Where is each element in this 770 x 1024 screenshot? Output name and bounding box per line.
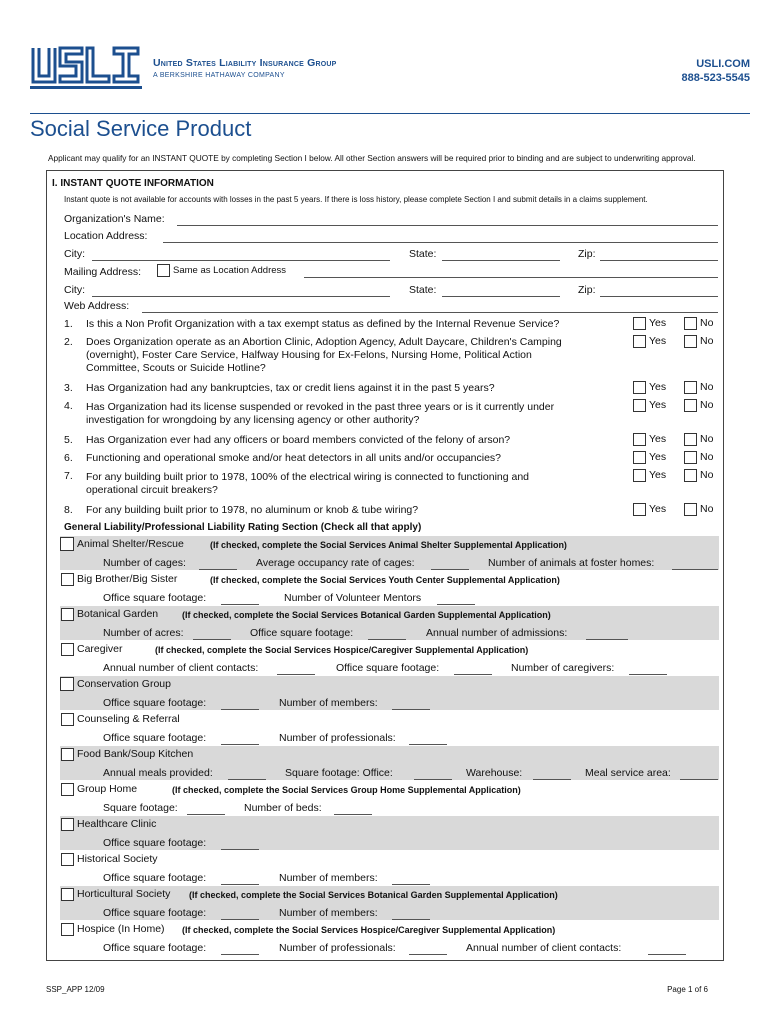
hort-sqft-input[interactable] [221, 919, 259, 920]
same-as-checkbox[interactable] [157, 264, 170, 277]
q2-line2: (overnight), Foster Care Service, Halfway Housing for Ex-Felons, Nursing Home, Political Action [86, 349, 532, 361]
q5-yes-label: Yes [649, 433, 667, 445]
same-as-label: Same as Location Address [173, 265, 287, 276]
animal-shelter-checkbox[interactable] [60, 537, 74, 551]
bot-sqft-label: Office square footage: [250, 627, 354, 639]
state-input[interactable] [442, 260, 560, 261]
healthcare-label: Healthcare Clinic [77, 818, 157, 830]
meal-area-label: Meal service area: [585, 767, 671, 779]
couns-prof-label: Number of professionals: [279, 732, 396, 744]
caregiver-checkbox[interactable] [61, 643, 74, 656]
q4-line1: Has Organization had its license suspended or revoked in the past three years or is it currently under [86, 401, 555, 413]
q4-no-checkbox[interactable] [684, 399, 697, 412]
caregiver-note: (If checked, complete the Social Services Hospice/Caregiver Supplemental Application) [155, 645, 529, 655]
horticultural-checkbox[interactable] [61, 888, 74, 901]
q7-yes-label: Yes [649, 469, 667, 481]
counseling-checkbox[interactable] [61, 713, 74, 726]
q4-no-label: No [700, 399, 714, 411]
web-label: Web Address: [64, 300, 130, 312]
acres-label: Number of acres: [103, 627, 184, 639]
horticultural-note: (If checked, complete the Social Services Botanical Garden Supplemental Application) [189, 890, 558, 900]
beds-input[interactable] [334, 814, 372, 815]
animal-shelter-label: Animal Shelter/Rescue [77, 538, 184, 550]
cg-sqft-label: Office square footage: [336, 662, 440, 674]
big-brother-label: Big Brother/Big Sister [77, 573, 178, 585]
zip-input[interactable] [600, 260, 718, 261]
mailing-city-input[interactable] [92, 296, 390, 297]
cons-sqft-input[interactable] [221, 709, 259, 710]
hosp-contacts-input[interactable] [648, 954, 686, 955]
group-home-checkbox[interactable] [61, 783, 74, 796]
contact-block [681, 57, 750, 85]
header-rule [30, 113, 750, 114]
q3-num: 3. [64, 382, 73, 394]
bb-sqft-label: Office square footage: [103, 592, 207, 604]
org-name-label: Organization's Name: [64, 213, 165, 225]
section-title: I. INSTANT QUOTE INFORMATION [52, 178, 214, 189]
q7-no-checkbox[interactable] [684, 469, 697, 482]
q6-yes-checkbox[interactable] [633, 451, 646, 464]
couns-sqft-input[interactable] [221, 744, 259, 745]
q3-no-label: No [700, 381, 714, 393]
intro-text: Applicant may qualify for an INSTANT QUOTE by completing Section I below. All other Section answers will be required prior to binding and are subject to underwriting approval. [48, 153, 696, 163]
hist-sqft-label: Office square footage: [103, 872, 207, 884]
occupancy-label: Average occupancy rate of cages: [256, 557, 415, 569]
q2-yes-label: Yes [649, 335, 667, 347]
hist-sqft-input[interactable] [221, 884, 259, 885]
q5-no-label: No [700, 433, 714, 445]
cons-members-input[interactable] [392, 709, 430, 710]
q5-no-checkbox[interactable] [684, 433, 697, 446]
hosp-sqft-label: Office square footage: [103, 942, 207, 954]
gl-section-title: General Liability/Professional Liability Rating Section (Check all that apply) [64, 522, 422, 533]
beds-label: Number of beds: [244, 802, 322, 814]
big-brother-checkbox[interactable] [61, 573, 74, 586]
mailing-zip-label: Zip: [578, 284, 596, 296]
q2-no-checkbox[interactable] [684, 335, 697, 348]
botanical-note: (If checked, complete the Social Services Botanical Garden Supplemental Application) [182, 610, 551, 620]
q2-line1: Does Organization operate as an Abortion Clinic, Adoption Agency, Adult Daycare, Children's Camping [86, 336, 562, 348]
company-name: United States Liability Insurance Group [153, 57, 337, 69]
bot-sqft-input[interactable] [368, 639, 406, 640]
group-home-note: (If checked, complete the Social Services Group Home Supplemental Application) [172, 785, 521, 795]
hc-sqft-label: Office square footage: [103, 837, 207, 849]
form-code: SSP_APP 12/09 [46, 985, 105, 994]
website: USLI.COM [696, 58, 750, 70]
city-label: City: [64, 248, 85, 260]
q3-no-checkbox[interactable] [684, 381, 697, 394]
admissions-input[interactable] [586, 639, 628, 640]
caregiver-label: Caregiver [77, 643, 123, 655]
q6-text: Functioning and operational smoke and/or heat detectors in all units and/or occupancies? [86, 452, 502, 464]
meal-area-input[interactable] [680, 779, 718, 780]
q1-no-checkbox[interactable] [684, 317, 697, 330]
cons-sqft-label: Office square footage: [103, 697, 207, 709]
mentors-input[interactable] [437, 604, 475, 605]
q8-no-checkbox[interactable] [684, 503, 697, 516]
q4-num: 4. [64, 400, 73, 412]
meals-label: Annual meals provided: [103, 767, 213, 779]
company-block [153, 57, 337, 79]
q1-yes-label: Yes [649, 317, 667, 329]
hc-sqft-input[interactable] [221, 849, 259, 850]
q2-no-label: No [700, 335, 714, 347]
foster-label: Number of animals at foster homes: [488, 557, 655, 569]
q2-line3: Committee, Scouts or Suicide Hotline? [86, 362, 266, 374]
zip-label: Zip: [578, 248, 596, 260]
foster-input[interactable] [672, 569, 718, 570]
big-brother-note: (If checked, complete the Social Services Youth Center Supplemental Application) [210, 575, 560, 585]
section-note: Instant quote is not available for accounts with losses in the past 5 years. If there is loss history, please complete Section I and submit details in a claims supplement. [64, 195, 648, 204]
botanical-checkbox[interactable] [61, 608, 74, 621]
cons-members-label: Number of members: [279, 697, 378, 709]
mentors-label: Number of Volunteer Mentors [284, 592, 422, 604]
hosp-prof-label: Number of professionals: [279, 942, 396, 954]
q6-no-label: No [700, 451, 714, 463]
q5-text: Has Organization ever had any officers or board members convicted of the felony of arson? [86, 434, 511, 446]
hort-sqft-label: Office square footage: [103, 907, 207, 919]
page-header [30, 44, 750, 96]
warehouse-label: Warehouse: [466, 767, 523, 779]
hist-members-input[interactable] [392, 884, 430, 885]
botanical-label: Botanical Garden [77, 608, 159, 620]
q8-yes-checkbox[interactable] [633, 503, 646, 516]
page-number: Page 1 of 6 [667, 985, 708, 994]
mailing-zip-input[interactable] [600, 296, 718, 297]
bb-sqft-input[interactable] [221, 604, 259, 605]
fb-office-label: Square footage: Office: [285, 767, 393, 779]
mailing-state-input[interactable] [442, 296, 560, 297]
fb-office-input[interactable] [414, 779, 452, 780]
q7-line2: operational circuit breakers? [86, 484, 218, 496]
q4-yes-checkbox[interactable] [633, 399, 646, 412]
hosp-prof-input[interactable] [409, 954, 447, 955]
admissions-label: Annual number of admissions: [426, 627, 568, 639]
animal-shelter-note: (If checked, complete the Social Services Animal Shelter Supplemental Application) [210, 540, 567, 550]
q7-num: 7. [64, 470, 73, 482]
meals-input[interactable] [228, 779, 266, 780]
hospice-checkbox[interactable] [61, 923, 74, 936]
q6-yes-label: Yes [649, 451, 667, 463]
q4-line2: investigation for wrongdoing by any licensing agency or other authority? [86, 414, 420, 426]
q6-num: 6. [64, 452, 73, 464]
group-home-label: Group Home [77, 783, 138, 795]
acres-input[interactable] [193, 639, 231, 640]
page-title: Social Service Product [30, 116, 252, 141]
q2-num: 2. [64, 336, 73, 348]
q8-no-label: No [700, 503, 714, 515]
horticultural-label: Horticultural Society [77, 888, 171, 900]
couns-sqft-label: Office square footage: [103, 732, 207, 744]
q1-text: Is this a Non Profit Organization with a tax exempt status as defined by the Internal Revenue Service? [86, 318, 560, 330]
q8-text: For any building built prior to 1978, no aluminum or knob & tube wiring? [86, 504, 419, 516]
q6-no-checkbox[interactable] [684, 451, 697, 464]
healthcare-checkbox[interactable] [61, 818, 74, 831]
caregivers-input[interactable] [629, 674, 667, 675]
historical-label: Historical Society [77, 853, 158, 865]
q5-yes-checkbox[interactable] [633, 433, 646, 446]
cg-sqft-input[interactable] [454, 674, 492, 675]
client-contacts-input[interactable] [277, 674, 315, 675]
q7-no-label: No [700, 469, 714, 481]
caregivers-label: Number of caregivers: [511, 662, 615, 674]
q3-yes-checkbox[interactable] [633, 381, 646, 394]
hosp-contacts-label: Annual number of client contacts: [466, 942, 622, 954]
conservation-checkbox[interactable] [60, 677, 74, 691]
hort-members-label: Number of members: [279, 907, 378, 919]
org-name-input[interactable] [177, 225, 718, 226]
q2-yes-checkbox[interactable] [633, 335, 646, 348]
mailing-input[interactable] [304, 277, 718, 278]
conservation-label: Conservation Group [77, 678, 171, 690]
q1-num: 1. [64, 318, 73, 330]
food-bank-checkbox[interactable] [61, 748, 74, 761]
q5-num: 5. [64, 434, 73, 446]
q1-yes-checkbox[interactable] [633, 317, 646, 330]
state-label: State: [409, 248, 437, 260]
q3-yes-label: Yes [649, 381, 667, 393]
warehouse-input[interactable] [533, 779, 571, 780]
q3-text: Has Organization had any bankruptcies, tax or credit liens against it in the past 5 years? [86, 382, 495, 394]
usli-logo [30, 44, 142, 90]
q1-no-label: No [700, 317, 714, 329]
mailing-label: Mailing Address: [64, 266, 142, 278]
cages-input[interactable] [199, 569, 237, 570]
location-input[interactable] [163, 242, 718, 243]
q8-yes-label: Yes [649, 503, 667, 515]
web-input[interactable] [142, 312, 718, 313]
occupancy-input[interactable] [431, 569, 469, 570]
gh-sqft-label: Square footage: [103, 802, 178, 814]
mailing-state-label: State: [409, 284, 437, 296]
q4-yes-label: Yes [649, 399, 667, 411]
hospice-note: (If checked, complete the Social Services Hospice/Caregiver Supplemental Application) [182, 925, 556, 935]
q7-line1: For any building built prior to 1978, 100% of the electrical wiring is connected to functioning and [86, 471, 530, 483]
city-input[interactable] [92, 260, 390, 261]
historical-checkbox[interactable] [61, 853, 74, 866]
company-subtitle: A BERKSHIRE HATHAWAY COMPANY [153, 72, 285, 79]
shade-healthcare [60, 816, 719, 833]
phone: 888-523-5545 [681, 72, 750, 84]
q8-num: 8. [64, 504, 73, 516]
gh-sqft-input[interactable] [187, 814, 225, 815]
couns-prof-input[interactable] [409, 744, 447, 745]
counseling-label: Counseling & Referral [77, 713, 180, 725]
hosp-sqft-input[interactable] [221, 954, 259, 955]
location-label: Location Address: [64, 230, 148, 242]
mailing-city-label: City: [64, 284, 85, 296]
food-bank-label: Food Bank/Soup Kitchen [77, 748, 194, 760]
cages-label: Number of cages: [103, 557, 186, 569]
hort-members-input[interactable] [392, 919, 430, 920]
hist-members-label: Number of members: [279, 872, 378, 884]
client-contacts-label: Annual number of client contacts: [103, 662, 259, 674]
q7-yes-checkbox[interactable] [633, 469, 646, 482]
hospice-label: Hospice (In Home) [77, 923, 165, 935]
